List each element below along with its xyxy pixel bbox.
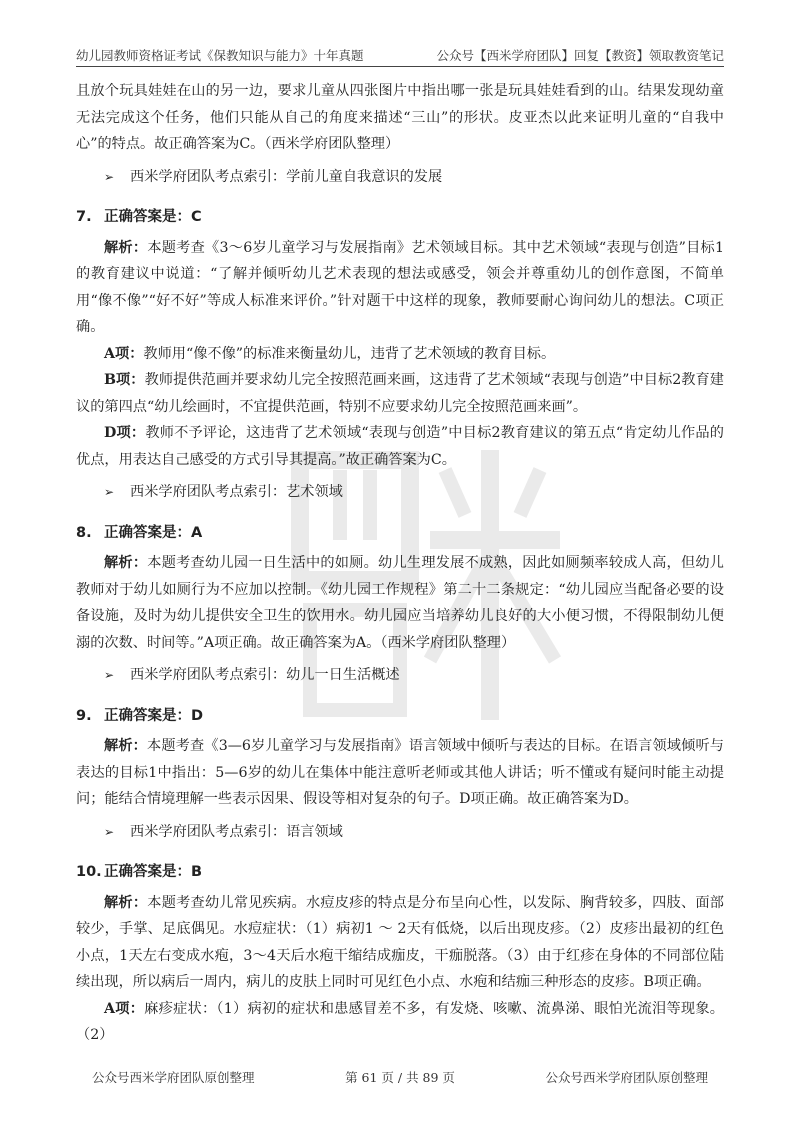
footer-left-credit: 公众号西米学府团队原创整理 [92,1070,255,1085]
option-label: D项： [104,425,146,441]
option-text: 麻疹症状：（1）病初的症状和患感冒差不多，有发烧、咳嗽、流鼻涕、眼怕光流泪等现象。（2） [76,1000,724,1043]
arrow-bullet-icon: ➢ [104,169,115,184]
question-9-tag [104,819,724,846]
answer-heading: 正确答案是：C [104,209,202,225]
page-header [76,46,724,66]
option-text: 教师用“像不像”的标准来衡量幼儿，违背了艺术领域的教育目标。 [143,345,556,362]
question-9-explanation [76,733,724,813]
tag-text: 西米学府团队考点索引：艺术领域 [130,484,343,500]
page-number: 第 61 页 / 共 89 页 [345,1070,455,1085]
arrow-bullet-icon: ➢ [104,668,115,682]
explanation-label: 解析： [104,555,148,571]
explanation-text: 本题考查《3—6岁儿童学习与发展指南》语言领域中倾听与表达的目标。在语言领域倾听与表达的目标1中指出：5—6岁的幼儿在集体中能注意听老师或其他人讲话；听不懂或有疑问时能主动提问；能结合情境理解一些表示因果、假设等相对复杂的句子。D项正确。故正确答案为D。 [76,738,724,807]
main-content [76,78,724,1049]
explanation-label: 解析： [104,239,148,256]
question-10-answer [76,859,724,886]
page-footer [76,1068,724,1088]
question-7-explanation [76,235,724,341]
question-number: 10. [76,864,102,880]
arrow-bullet-icon: ➢ [104,824,115,839]
answer-heading: 正确答案是：B [104,864,203,880]
question-7-option-b [76,367,724,420]
question-7-option-d [76,420,724,473]
question-8-tag [104,662,724,689]
tag-text: 西米学府团队考点索引：学前儿童自我意识的发展 [130,168,443,185]
question-number: 9. [76,707,92,724]
question-7-tag [104,479,724,506]
footer-right-credit: 公众号西米学府团队原创整理 [545,1070,708,1085]
header-title: 幼儿园教师资格证考试《保教知识与能力》十年真题 [76,48,364,63]
intro-paragraph: 且放个玩具娃娃在山的另一边，要求儿童从四张图片中指出哪一张是玩具娃娃看到的山。结果发现幼童无法完成这个任务，他们只能从自己的角度来描述“三山”的形状。皮亚杰以此来证明儿童的“自我中心”的特点。故正确答案为C。（西米学府团队整理） [76,83,724,152]
question-7-option-a [76,341,724,368]
tag-text: 西米学府团队考点索引：幼儿一日生活概述 [130,667,400,683]
arrow-bullet-icon: ➢ [104,485,115,499]
intro-tag [104,164,724,191]
option-text: 教师提供范画并要求幼儿完全按照范画来画，这违背了艺术领域“表现与创造”中目标2教育建议的第四点“幼儿绘画时，不宜提供范画，特别不应要求幼儿完全按照范画来画”。 [76,372,724,415]
answer-heading: 正确答案是：A [104,524,203,541]
question-number: 7. [76,209,92,225]
question-8-answer [76,520,724,547]
header-divider [76,66,724,67]
question-9-answer [76,703,724,730]
tag-text: 西米学府团队考点索引：语言领域 [130,823,343,840]
option-label: A项： [104,345,144,362]
question-10-option-a [76,996,724,1049]
explanation-text: 本题考查幼儿园一日生活中的如厕。幼儿生理发展不成熟，因此如厕频率较成人高，但幼儿教师对于幼儿如厕行为不应加以控制。《幼儿园工作规程》第二十二条规定：“幼儿园应当配备必要的设备设施，及时为幼儿提供安全卫生的饮用水。幼儿园应当培养幼儿良好的大小便习惯，不得限制幼儿便溺的次数、时间等。”A项正确。故正确答案为A。（西米学府团队整理） [76,555,724,651]
question-8-explanation [76,550,724,656]
option-label: A项： [104,1000,145,1017]
answer-heading: 正确答案是：D [104,707,204,724]
option-label: B项： [104,372,145,388]
question-7-answer [76,204,724,231]
header-promo: 公众号【西米学府团队】回复【教资】领取教资笔记 [436,48,724,63]
explanation-label: 解析： [104,738,148,754]
option-text: 教师不予评论，这违背了艺术领域“表现与创造”中目标2教育建议的第五点“肯定幼儿作品的优点，用表达自己感受的方式引导其提高。”故正确答案为C。 [76,425,724,468]
question-10-explanation [76,890,724,996]
explanation-text: 本题考查《3～6岁儿童学习与发展指南》艺术领域目标。其中艺术领域“表现与创造”目标1的教育建议中说道：“了解并倾听幼儿艺术表现的想法或感受，领会并尊重幼儿的创作意图，不简单用“像不像”“好不好”等成人标准来评价。”针对题干中这样的现象，教师要耐心询问幼儿的想法。C项正确。 [76,239,724,335]
explanation-text: 本题考查幼儿常见疾病。水痘皮疹的特点是分布呈向心性，以发际、胸背较多，四肢、面部较少，手掌、足底偶见。水痘症状：（1）病初1 ～ 2天有低烧，以后出现皮疹。（2）皮疹出最初的红色小点，1天左右变成水疱，3～4天后水疱干缩结成痂皮，干痂脱落。（3）由于红疹在身体的不同部位陆续出现，所以病后一周内，病儿的皮肤上同时可见红色小点、水疱和结痂三种形态的皮疹。B项正确。 [76,894,724,990]
explanation-label: 解析： [104,894,148,911]
question-number: 8. [76,524,92,541]
